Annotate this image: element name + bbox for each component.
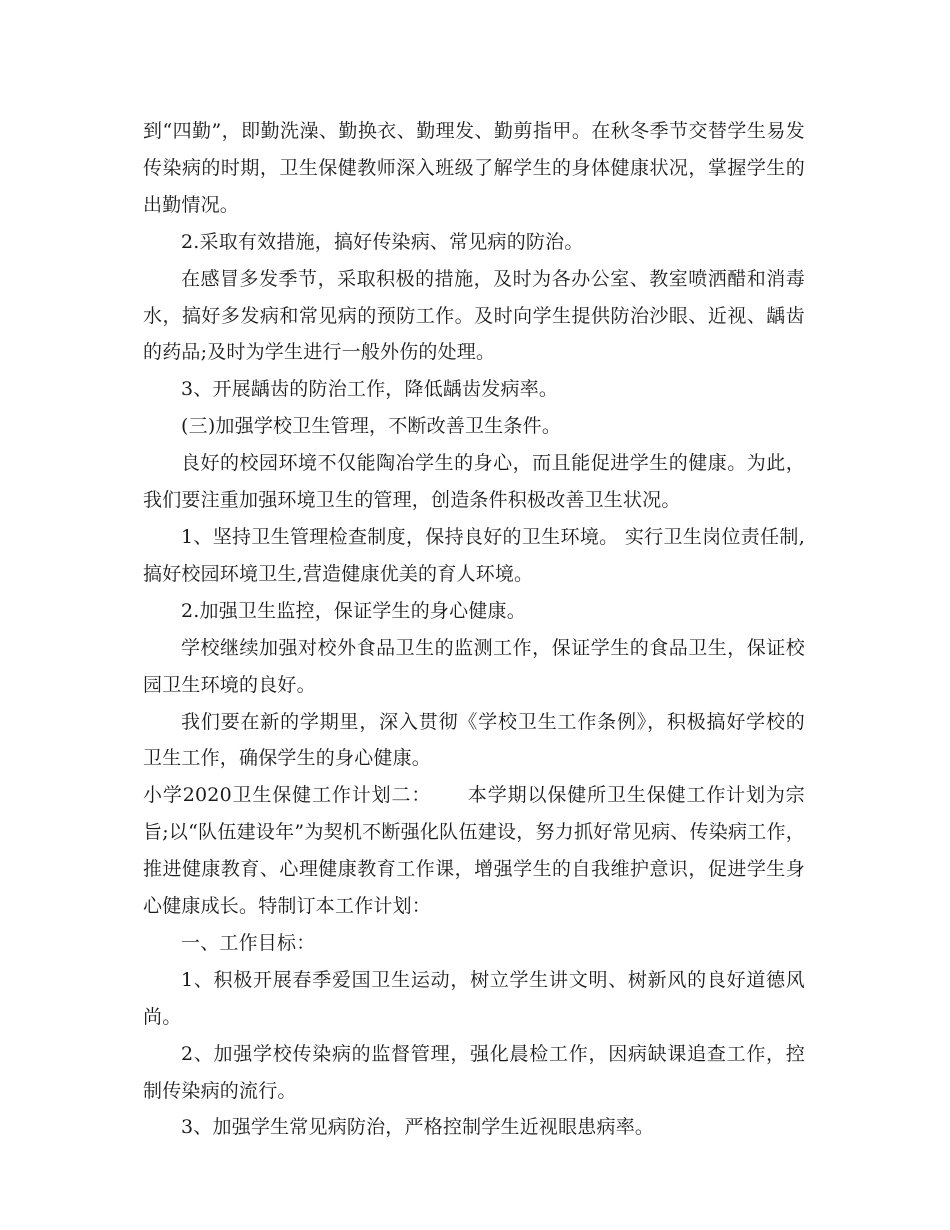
paragraph-food-hygiene: 学校继续加强对校外食品卫生的监测工作，保证学生的食品卫生，保证校园卫生环境的良好。: [143, 636, 805, 696]
paragraph-plan-two: [143, 777, 805, 925]
document-body: [143, 113, 805, 1146]
paragraph-inspection-system: 1、坚持卫生管理检查制度，保持良好的卫生环境。 实行卫生岗位责任制,搞好校园环境卫生,营造健康优美的育人环境。: [143, 525, 805, 585]
paragraph-cold-season: 在感冒多发季节，采取积极的措施，及时为各办公室、教室喷洒醋和消毒水，搞好多发病和常见病的预防工作。及时向学生提供防治沙眼、近视、龋齿的药品;及时为学生进行一般外伤的处理。: [143, 267, 805, 364]
paragraph-heading-section-three: (三)加强学校卫生管理，不断改善卫生条件。: [181, 415, 562, 438]
paragraph-four-diligences: 到“四勤”，即勤洗澡、勤换衣、勤理发、勤剪指甲。在秋冬季节交替学生易发传染病的时期，卫生保健教师深入班级了解学生的身体健康状况，掌握学生的出勤情况。: [143, 120, 805, 216]
paragraph-regulations: 我们要在新的学期里，深入贯彻《学校卫生工作条例》，积极搞好学校的卫生工作，确保学生的身心健康。: [143, 710, 805, 770]
goal-item: 2、加强学校传染病的监督管理，强化晨检工作，因病缺课追查工作，控制传染病的流行。: [143, 1042, 805, 1102]
paragraph-campus-environment: 良好的校园环境不仅能陶冶学生的身心，而且能促进学生的健康。为此，我们要注重加强环境卫生的管理，创造条件积极改善卫生状况。: [143, 452, 805, 512]
plan-two-heading: 小学2020卫生保健工作计划二：: [143, 784, 432, 807]
goal-item: 1、积极开展春季爱国卫生运动，树立学生讲文明、树新风的良好道德风尚。: [143, 968, 805, 1028]
paragraph-heading-monitoring: 2.加强卫生监控，保证学生的身心健康。: [181, 599, 526, 622]
plan-two-body: 本学期以保健所卫生保健工作计划为宗旨;以“队伍建设年”为契机不断强化队伍建设，努力抓好常见病、传染病工作，推进健康教育、心理健康教育工作课，增强学生的自我维护意识，促进学生身心健康成长。特制订本工作计划：: [143, 784, 805, 918]
section-title-goals: 一、工作目标：: [181, 931, 316, 954]
paragraph-heading-caries: 3、开展龋齿的防治工作，降低龋齿发病率。: [181, 378, 559, 401]
paragraph-heading-prevention: 2.采取有效措施，搞好传染病、常见病的防治。: [181, 230, 584, 253]
goal-item: 3、加强学生常见病防治，严格控制学生近视眼患病率。: [181, 1116, 655, 1139]
